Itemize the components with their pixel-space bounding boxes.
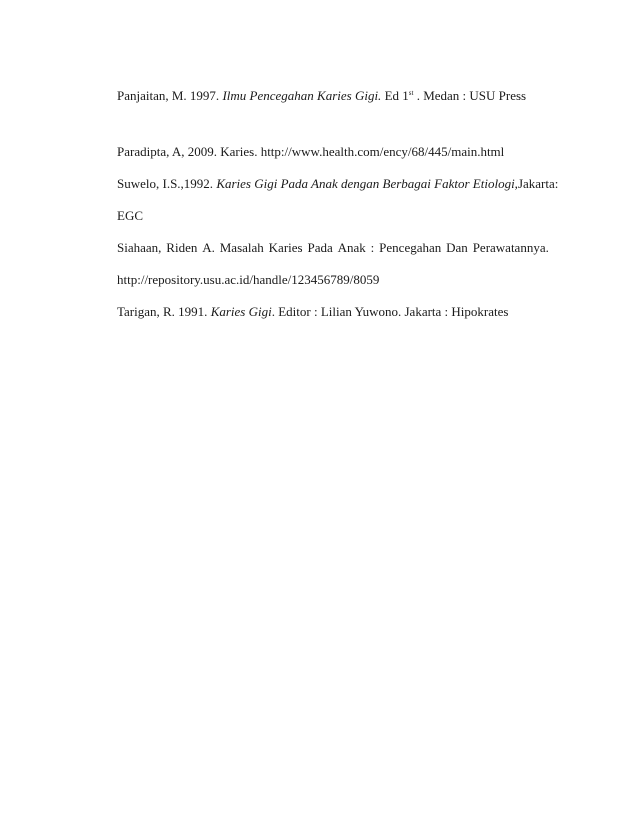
reference-edition-superscript: st bbox=[408, 89, 414, 97]
reference-title: Karies Gigi bbox=[210, 304, 272, 319]
reference-url: http://repository.usu.ac.id/handle/123456789/8059 bbox=[117, 272, 380, 287]
reference-author-year: Suwelo, I.S.,1992. bbox=[117, 176, 214, 191]
reference-siahaan bbox=[117, 240, 549, 256]
reference-rest: . Editor : Lilian Yuwono. Jakarta : Hipokrates bbox=[271, 304, 509, 319]
reference-word: Pada bbox=[307, 240, 333, 255]
reference-word: Karies bbox=[268, 240, 303, 255]
reference-word: A. bbox=[202, 240, 215, 255]
reference-siahaan-continued bbox=[117, 272, 379, 288]
reference-word: Dan bbox=[446, 240, 468, 255]
reference-word: Riden bbox=[166, 240, 198, 255]
reference-title: Ilmu Pencegahan Karies Gigi. bbox=[222, 88, 382, 103]
reference-publisher: . Medan : USU Press bbox=[413, 88, 527, 103]
reference-place: Jakarta: bbox=[517, 176, 559, 191]
reference-author-year: Panjaitan, M. 1997. bbox=[117, 88, 220, 103]
reference-paradipta bbox=[117, 144, 504, 160]
reference-word: Anak bbox=[337, 240, 366, 255]
reference-suwelo-continued bbox=[117, 208, 143, 224]
reference-suwelo bbox=[117, 176, 559, 192]
reference-panjaitan bbox=[117, 88, 526, 104]
reference-author-year: Tarigan, R. 1991. bbox=[117, 304, 208, 319]
reference-title: Karies Gigi Pada Anak dengan Berbagai Faktor Etiologi, bbox=[216, 176, 518, 191]
reference-word: Pencegahan bbox=[379, 240, 442, 255]
reference-text: Paradipta, A, 2009. Karies. http://www.health.com/ency/68/445/main.html bbox=[117, 144, 505, 159]
reference-word: Perawatannya. bbox=[472, 240, 549, 255]
reference-word: : bbox=[370, 240, 375, 255]
reference-edition: Ed 1 bbox=[381, 88, 409, 103]
reference-tarigan bbox=[117, 304, 508, 320]
reference-publisher: EGC bbox=[117, 208, 143, 223]
reference-word: Siahaan, bbox=[117, 240, 162, 255]
reference-word: Masalah bbox=[219, 240, 264, 255]
